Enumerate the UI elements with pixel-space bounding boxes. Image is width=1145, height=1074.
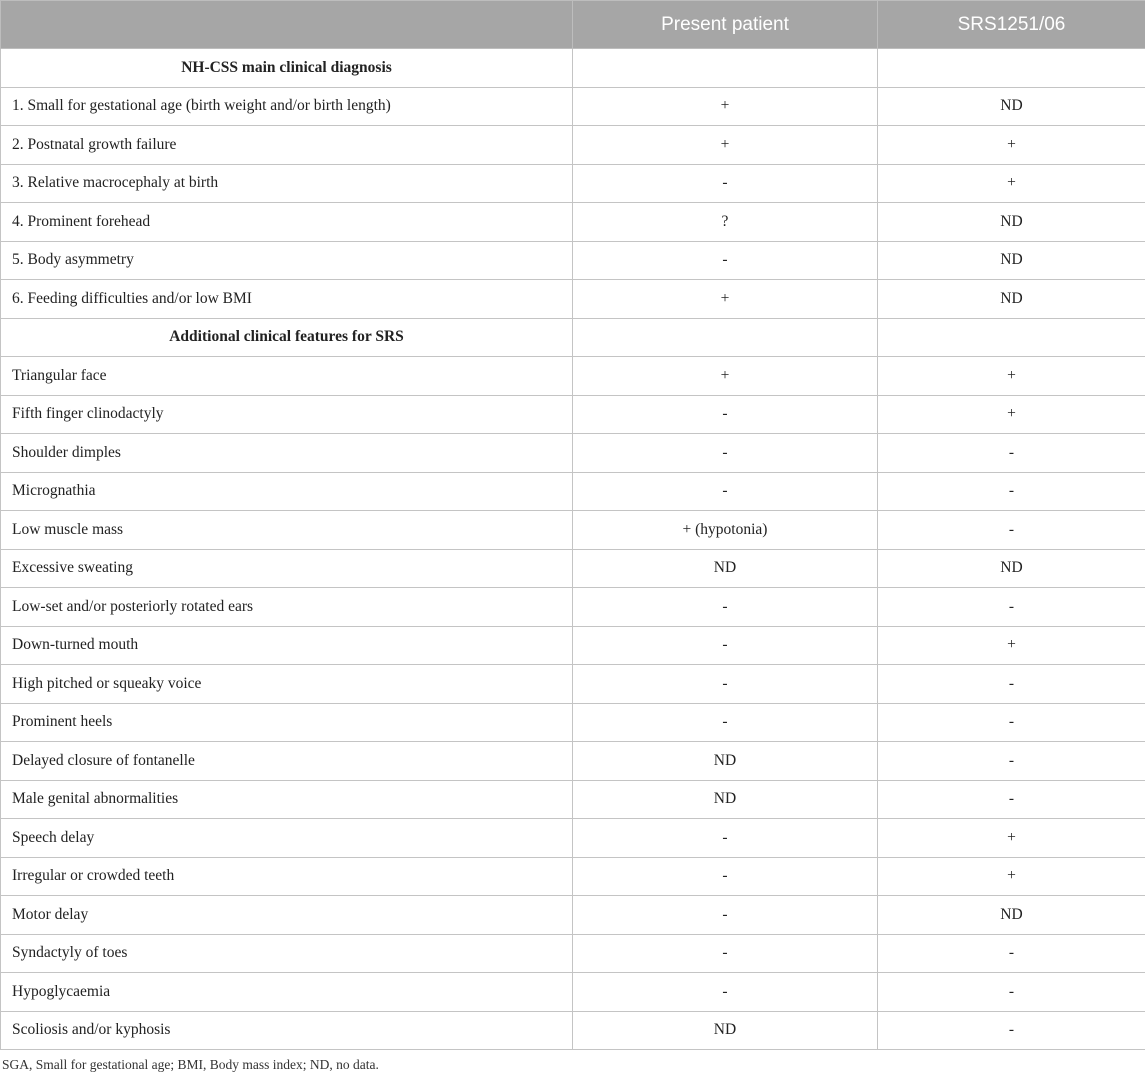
feature-label: Down-turned mouth [1,626,573,665]
srs1251-06-value: - [878,703,1145,742]
srs1251-06-value: ND [878,280,1145,319]
table-row [1,819,1145,858]
present-patient-value: ND [573,742,878,781]
srs1251-06-value: + [878,357,1145,396]
srs1251-06-value: ND [878,241,1145,280]
srs1251-06-value: - [878,588,1145,627]
table-row [1,203,1145,242]
table-row [1,973,1145,1012]
feature-label: Motor delay [1,896,573,935]
srs1251-06-value: - [878,742,1145,781]
present-patient-value: ND [573,780,878,819]
srs1251-06-value: + [878,857,1145,896]
feature-label: Low muscle mass [1,511,573,550]
table-row [1,511,1145,550]
table-row [1,857,1145,896]
present-patient-value: - [573,857,878,896]
header-srs1251-06: SRS1251/06 [878,1,1145,49]
present-patient-value: - [573,896,878,935]
srs1251-06-value: + [878,164,1145,203]
srs1251-06-value: - [878,665,1145,704]
table-row [1,434,1145,473]
feature-label: Fifth finger clinodactyly [1,395,573,434]
table-row [1,472,1145,511]
table-row [1,896,1145,935]
present-patient-value: - [573,395,878,434]
feature-label: Delayed closure of fontanelle [1,742,573,781]
present-patient-value: + [573,87,878,126]
feature-label: Male genital abnormalities [1,780,573,819]
feature-label: 6. Feeding difficulties and/or low BMI [1,280,573,319]
feature-label: Micrognathia [1,472,573,511]
present-patient-value: ND [573,549,878,588]
present-patient-value: ND [573,1011,878,1050]
table-row [1,164,1145,203]
srs1251-06-value [878,49,1145,88]
feature-label: Triangular face [1,357,573,396]
table-row [1,703,1145,742]
table-row [1,665,1145,704]
srs1251-06-value: + [878,395,1145,434]
present-patient-value: - [573,703,878,742]
present-patient-value: - [573,434,878,473]
srs1251-06-value: ND [878,87,1145,126]
table-row [1,934,1145,973]
section-title: NH-CSS main clinical diagnosis [1,49,573,88]
table-row [1,742,1145,781]
srs1251-06-value: - [878,973,1145,1012]
table-footnote: SGA, Small for gestational age; BMI, Body mass index; ND, no data. [2,1057,379,1072]
table-row [1,588,1145,627]
feature-label: 2. Postnatal growth failure [1,126,573,165]
present-patient-value: - [573,588,878,627]
table-row [1,126,1145,165]
srs1251-06-value: - [878,1011,1145,1050]
srs1251-06-value: + [878,819,1145,858]
srs1251-06-value: ND [878,549,1145,588]
table-row [1,357,1145,396]
feature-label: 4. Prominent forehead [1,203,573,242]
srs1251-06-value: + [878,626,1145,665]
srs1251-06-value: - [878,472,1145,511]
feature-label: 3. Relative macrocephaly at birth [1,164,573,203]
feature-label: Low-set and/or posteriorly rotated ears [1,588,573,627]
srs1251-06-value: - [878,434,1145,473]
srs1251-06-value: ND [878,203,1145,242]
feature-label: Irregular or crowded teeth [1,857,573,896]
table-row [1,241,1145,280]
present-patient-value: - [573,973,878,1012]
present-patient-value: + [573,280,878,319]
present-patient-value: - [573,241,878,280]
table-row [1,280,1145,319]
present-patient-value: - [573,472,878,511]
srs1251-06-value [878,318,1145,357]
table-row [1,780,1145,819]
present-patient-value [573,49,878,88]
feature-label: 5. Body asymmetry [1,241,573,280]
table-row [1,1011,1145,1050]
table-body [1,49,1145,1050]
table-row [1,395,1145,434]
table-row [1,626,1145,665]
table-row [1,87,1145,126]
feature-label: Syndactyly of toes [1,934,573,973]
present-patient-value: - [573,665,878,704]
feature-label: Speech delay [1,819,573,858]
header-feature [1,1,573,49]
present-patient-value: - [573,164,878,203]
feature-label: Scoliosis and/or kyphosis [1,1011,573,1050]
present-patient-value: ? [573,203,878,242]
feature-label: Prominent heels [1,703,573,742]
header-present-patient: Present patient [573,1,878,49]
present-patient-value: + [573,357,878,396]
present-patient-value: + (hypotonia) [573,511,878,550]
section-header-row [1,318,1145,357]
feature-label: Hypoglycaemia [1,973,573,1012]
present-patient-value: + [573,126,878,165]
present-patient-value: - [573,819,878,858]
feature-label: Excessive sweating [1,549,573,588]
srs1251-06-value: - [878,934,1145,973]
present-patient-value: - [573,626,878,665]
table-row [1,549,1145,588]
section-header-row [1,49,1145,88]
feature-label: Shoulder dimples [1,434,573,473]
present-patient-value [573,318,878,357]
feature-label: 1. Small for gestational age (birth weight and/or birth length) [1,87,573,126]
section-title: Additional clinical features for SRS [1,318,573,357]
feature-label: High pitched or squeaky voice [1,665,573,704]
srs1251-06-value: + [878,126,1145,165]
present-patient-value: - [573,934,878,973]
srs1251-06-value: - [878,511,1145,550]
srs1251-06-value: - [878,780,1145,819]
srs1251-06-value: ND [878,896,1145,935]
table-header-row [1,1,1145,49]
